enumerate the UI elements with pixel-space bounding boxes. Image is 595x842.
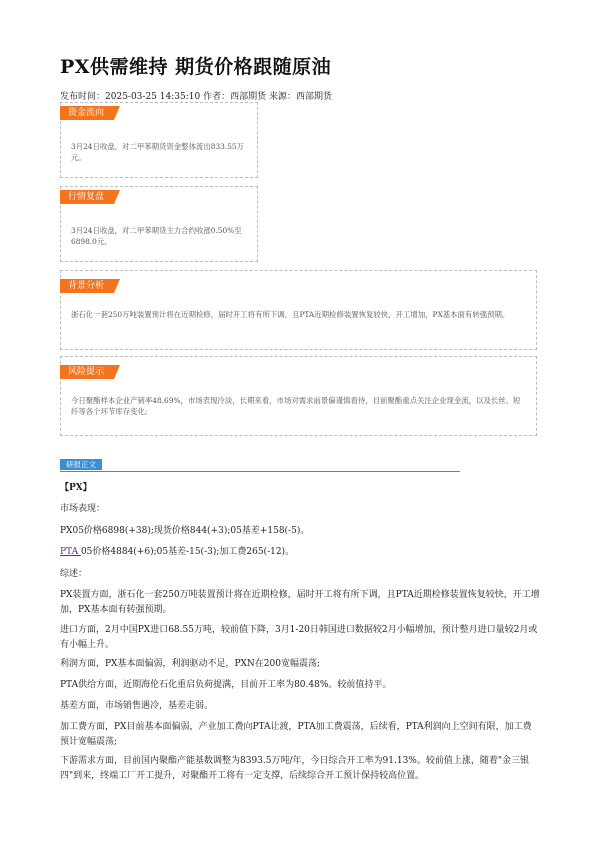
- report-section-label: 研报正文: [60, 459, 102, 470]
- article-title: PX供需维持 期货价格跟随原油: [60, 56, 332, 78]
- pta-market-line: [60, 545, 540, 560]
- risk-warning-text: 今日聚酯样本企业产销率48.69%，市场表现冷淡，长期来看，市场对需求前景偏谨慎看待，目前聚酯重点关注企业现金流，以及长丝、短纤等各个环节库存变化;: [71, 396, 521, 416]
- px-heading: 【PX】: [60, 483, 92, 493]
- source: 西部期货: [295, 92, 332, 102]
- risk-warning-box: [60, 356, 537, 436]
- pta-market-values: 05价格4884(+6);05基差-15(-3);加工费265(-12)。: [80, 547, 295, 557]
- market-review-tag: 行情复盘: [60, 190, 114, 204]
- report-section-header: [60, 459, 460, 472]
- market-review-box: [60, 186, 258, 262]
- paragraph-import: 进口方面，2月中国PX进口68.55万吨，较前值下降，3月1-20日韩国进口数据较2月小幅增加，预计整月进口量较2月或有小幅上升。: [60, 625, 538, 650]
- paragraph-processing-fee: 加工费方面，PX目前基本面偏弱，产业加工费向PTA让渡，PTA加工费震荡，后续看，PTA利润向上空间有限，加工费预计宽幅震荡;: [60, 722, 532, 747]
- background-analysis-tag: 背景分析: [60, 279, 114, 293]
- background-analysis-box: [60, 270, 537, 350]
- fund-flow-text: 3月24日收盘，对二甲苯期货资金整体流出833.55万元。: [71, 142, 244, 162]
- summary-label: 综述：: [60, 569, 88, 579]
- source-label: 来源：: [266, 92, 296, 102]
- market-label: 市场表现：: [60, 504, 106, 514]
- fund-flow-box: [60, 102, 258, 178]
- paragraph-profit: 利润方面，PX基本面偏弱，利润驱动不足，PXN在200宽幅震荡;: [60, 659, 321, 669]
- market-review-text: 3月24日收盘，对二甲苯期货主力合约收涨0.50%至6898.0元。: [71, 226, 242, 246]
- author-label: 作者：: [200, 92, 231, 102]
- risk-warning-tag: 风险提示: [60, 365, 114, 379]
- paragraph-downstream-demand: 下游需求方面，目前国内聚酯产能基数调整为8393.5万吨/年，今日综合开工率为91.13%。较前值上涨，随着"金三银四"到来，终端工厂开工提升，对聚酯开工将有一定支撑，后续综合开工预计保持较高位置。: [60, 756, 529, 781]
- article-meta: [60, 89, 332, 102]
- background-analysis-text: 浙石化一套250万吨装置预计将在近期检修，届时开工将有所下调，且PTA近期检修装置恢复较快，开工增加，PX基本面有转强预期。: [71, 310, 510, 319]
- publish-time: 2025-03-25 14:35:10: [105, 92, 201, 102]
- publish-label: 发布时间：: [60, 92, 106, 102]
- pta-link[interactable]: PTA: [60, 547, 81, 557]
- paragraph-basis: 基差方面，市场销售遇冷，基差走弱。: [60, 701, 214, 711]
- paragraph-pta-supply: PTA供给方面，近期海伦石化重启负荷提满，目前开工率为80.48%。较前值持平。: [60, 680, 392, 690]
- paragraph-px-device: PX装置方面，浙石化一套250万吨装置预计将在近期检修，届时开工将有所下调，且PTA近期检修装置恢复较快，开工增加，PX基本面有转强预期。: [60, 590, 540, 615]
- author: 西部期货: [230, 92, 267, 102]
- fund-flow-tag: 资金流向: [60, 106, 114, 120]
- px-market-line: PX05价格6898(+38);现货价格844(+3);05基差+158(-5)。: [60, 526, 310, 536]
